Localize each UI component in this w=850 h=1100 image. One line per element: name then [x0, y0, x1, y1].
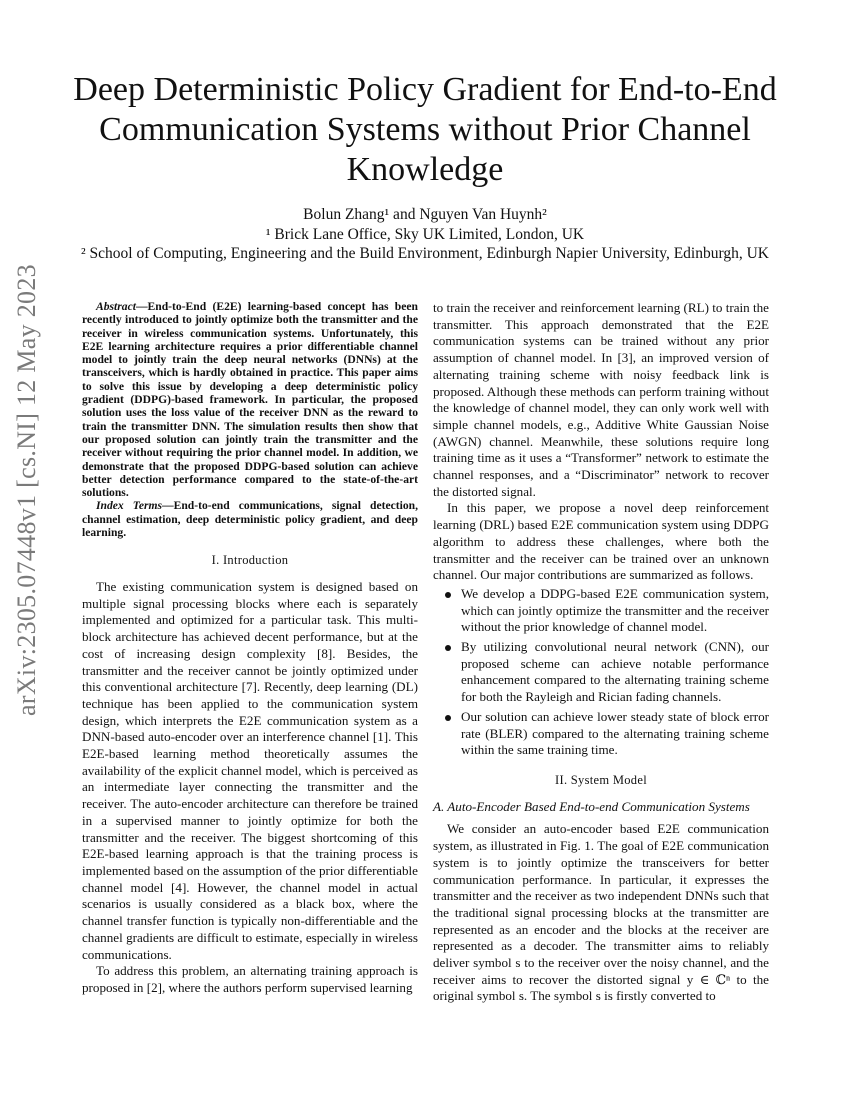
arxiv-identifier-text: arXiv:2305.07448v1 [cs.NI] 12 May 2023 — [12, 264, 41, 716]
intro-paragraph-3: In this paper, we propose a novel deep reinforcement learning (DRL) based E2E communication system using DDPG algorithm to address these challenges, where both the transmitter and the receiver can be trained over an unknown channel. Our major contributions are summarized as follows. — [433, 500, 769, 583]
abstract-label: Abstract — [96, 300, 136, 313]
left-column — [82, 300, 418, 997]
intro-paragraph-1: The existing communication system is designed based on multiple signal processing blocks where each is separately implemented and optimized for a particular task. This multi-block architecture has achieved decent performance, but at the cost of increasing design complexity [8]. Besides, the transmitter and the receiver cannot be jointly optimized under this conventional architecture [7]. Recently, deep learning (DL) technique has been applied to the communication system design, which interprets the E2E communication system as a DNN-based auto-encoder over an interference channel [1]. This E2E-based learning method theoretically assumes the availability of the explicit channel model, which is perceived as an intermediate layer connecting the transmitter and the receiver. The auto-encoder architecture can therefore be trained in a supervised manner to jointly optimize for both the transmitter and the receiver. The biggest shortcoming of this E2E-based learning approach is that the training process is implemented based on the assumption of the prior differentiable channel model [4]. However, the channel model in actual scenarios is usually considered as a black box, where the channel transfer function is typically non-differentiable and the channel gradients are difficult to estimate, especially in wireless communications. — [82, 579, 418, 962]
contribution-item: By utilizing convolutional neural network (CNN), our proposed scheme can achieve notable performance enhancement compared to the alternating training scheme for both the Rayleigh and Rician fading channels. — [433, 639, 769, 706]
index-terms-label: Index Terms — [96, 499, 163, 513]
affiliation-2: ² School of Computing, Engineering and the Build Environment, Edinburgh Napier University, Edinburgh, UK — [81, 245, 769, 262]
contributions-list — [433, 586, 769, 759]
abstract — [82, 300, 418, 499]
author-block — [40, 205, 810, 264]
paper-title: Deep Deterministic Policy Gradient for End-to-End Communication Systems without Prior Channel Knowledge — [73, 71, 777, 188]
arxiv-identifier — [2, 264, 52, 716]
author-names: Bolun Zhang¹ and Nguyen Van Huynh² — [303, 206, 547, 223]
index-terms-text: —End-to-end communications, signal detection, channel estimation, deep deterministic policy gradient, and deep learning. — [82, 499, 418, 540]
intro-paragraph-2-cont: to train the receiver and reinforcement learning (RL) to train the transmitter. This approach demonstrated that the E2E communication systems can be trained without any prior assumption of channel model. In [3], an improved version of alternating training scheme with noisy feedback link is proposed. Although these methods can perform training without the knowledge of channel model, they can only work well with simple channel models, e.g., Additive White Gaussian Noise (AWGN) channel. Meanwhile, these solutions require long training time as it uses a “Transformer” network to estimate the channel responses, and a “Discriminator” network to recover the distorted signal. — [433, 300, 769, 499]
index-terms — [82, 499, 418, 539]
model-paragraph-1: We consider an auto-encoder based E2E communication system, as illustrated in Fig. 1. The goal of E2E communication system is to jointly optimize the transceivers for better communication performance. In particular, it expresses the transmitter and the receiver as two independent DNNs such that the traditional signal processing blocks at the transmitter are represented as an encoder and the blocks at the receiver are represented as a decoder. The transmitter aims to reliably deliver symbol s to the receiver over the noisy channel, and the receiver aims to recover the distorted signal y ∈ ℂⁿ to the original symbol s. The symbol s is firstly converted to — [433, 821, 769, 1004]
right-column — [433, 300, 769, 1005]
section-heading-introduction: I. Introduction — [211, 553, 289, 568]
affiliation-1: ¹ Brick Lane Office, Sky UK Limited, London, UK — [265, 225, 585, 243]
abstract-text: —End-to-End (E2E) learning-based concept has been recently introduced to jointly optimize both the transmitter and the receiver in wireless communication systems. Unfortunately, this E2E learning architecture requires a prior differentiable channel model to jointly train the deep neural networks (DNNs) at the transceivers, which is hardly obtained in practice. This paper aims to solve this issue by developing a deep deterministic policy gradient (DDPG)-based framework. In particular, the proposed solution uses the loss value of the receiver DNN as the reward to train the transmitter DNN. The simulation results then show that our proposed solution can jointly train the transmitter and the receiver without requiring the prior channel model. In addition, we demonstrate that the proposed DDPG-based solution can achieve better detection performance compared to the state-of-the-art solutions. — [82, 300, 418, 500]
contribution-item: We develop a DDPG-based E2E communication system, which can jointly optimize the transmitter and the receiver without the prior knowledge of channel model. — [433, 586, 769, 636]
intro-paragraph-2: To address this problem, an alternating training approach is proposed in [2], where the authors perform supervised learning — [82, 963, 418, 995]
section-heading-system-model: II. System Model — [555, 772, 647, 787]
contribution-item: Our solution can achieve lower steady state of block error rate (BLER) compared to the alternating training scheme within the same training time. — [433, 709, 769, 759]
subsection-heading: A. Auto-Encoder Based End-to-end Communication Systems — [433, 798, 750, 814]
